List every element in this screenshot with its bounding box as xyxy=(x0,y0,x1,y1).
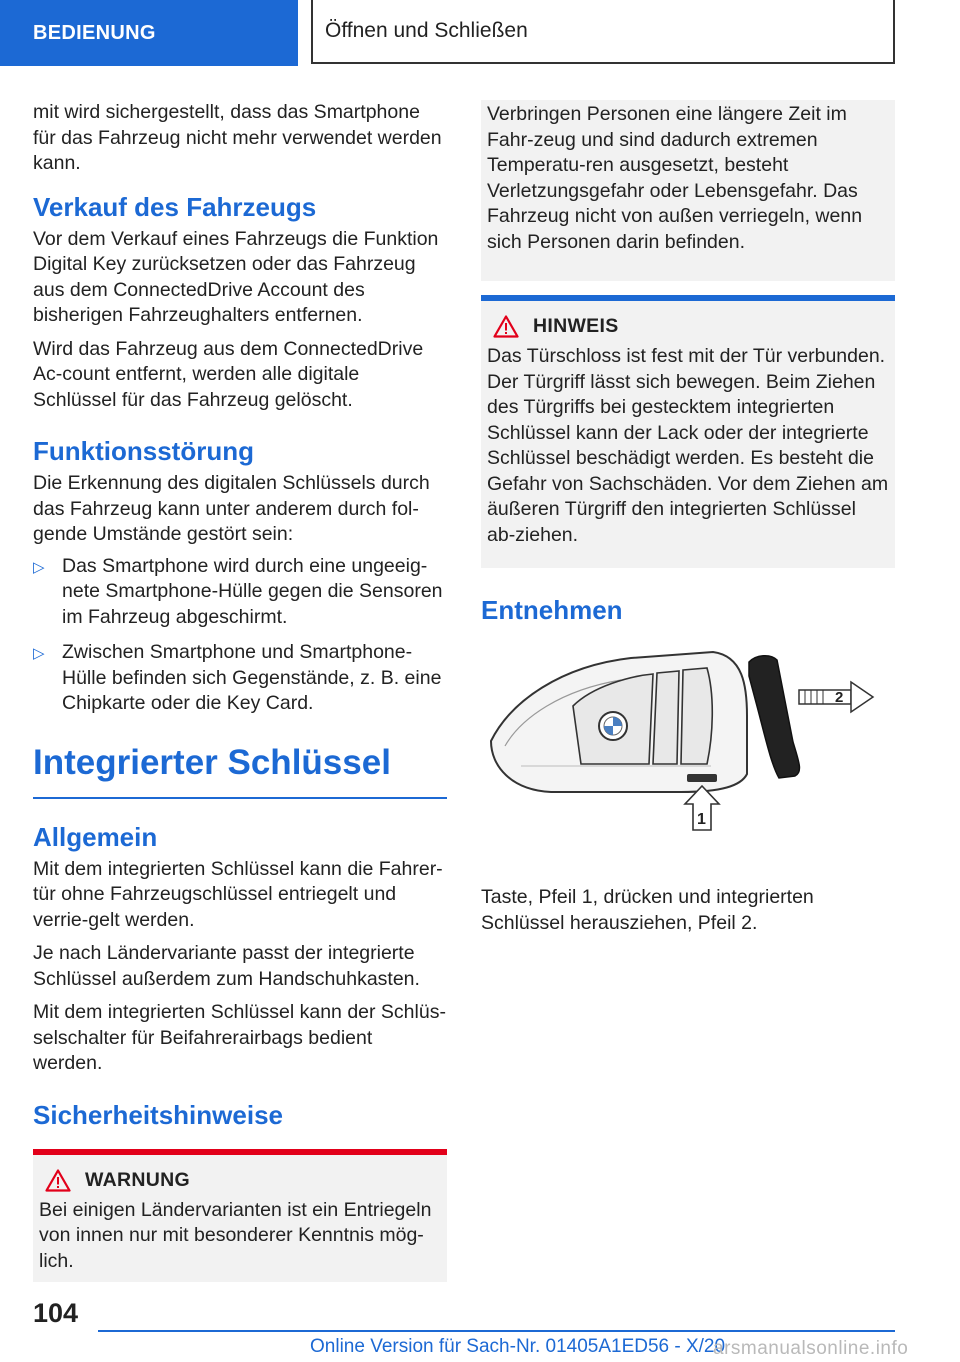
hint-box xyxy=(481,295,895,568)
key-removal-figure xyxy=(481,646,895,834)
general-paragraph-2: Je nach Ländervariante passt der integrierte Schlüssel außerdem zum Handschuhkasten. xyxy=(33,942,420,990)
intro-paragraph: mit wird sichergestellt, dass das Smartphone für das Fahrzeug nicht mehr verwendet werden kann. xyxy=(33,101,442,174)
watermark: arsmanualsonline.info xyxy=(713,1338,909,1359)
section-tab xyxy=(0,0,298,66)
warning-header xyxy=(39,1169,441,1192)
arrow-2-label: 2 xyxy=(835,689,844,706)
integrated-key-heading: Integrierter Schlüssel xyxy=(33,741,447,799)
figure-caption: Taste, Pfeil 1, drücken und integrierten Schlüssel herausziehen, Pfeil 2. xyxy=(481,886,814,934)
chapter-title xyxy=(311,0,895,64)
footer-online-version: Online Version für Sach-Nr. 01405A1ED56 - X/20 xyxy=(310,1336,726,1357)
warning-box xyxy=(33,1149,447,1283)
warning-continuation-box xyxy=(481,100,895,281)
chapter-label: Öffnen und Schließen xyxy=(325,19,528,42)
sale-paragraph-1: Vor dem Verkauf eines Fahrzeugs die Funktion Digital Key zurücksetzen oder das Fahrzeug aus dem ConnectedDrive Account des bisherigen Fahrzeughalters entfernen. xyxy=(33,227,439,326)
footer-divider xyxy=(98,1330,895,1332)
list-item-text: Das Smartphone wird durch eine ungeeig-nete Smartphone-Hülle gegen die Sensoren im Fahrzeug abgeschirmt. xyxy=(62,554,443,628)
triangle-bullet-icon: ▷ xyxy=(33,558,45,576)
section-label: BEDIENUNG xyxy=(33,21,156,44)
list-item-text: Zwischen Smartphone und Smartphone-Hülle befinden sich Gegenstände, z. B. eine Chipkarte oder die Key Card. xyxy=(62,641,442,714)
hint-header xyxy=(487,315,889,338)
arrow-1-label: 1 xyxy=(697,811,706,828)
safety-heading: Sicherheitshinweise xyxy=(33,1099,283,1130)
sale-paragraph-2: Wird das Fahrzeug aus dem ConnectedDrive Ac-count entfernt, werden alle digitale Schlüssel für das Fahrzeug gelöscht. xyxy=(33,337,424,411)
warning-continuation-text: Verbringen Personen eine längere Zeit im Fahr-zeug und sind dadurch extremen Temperatu-ren ausgesetzt, besteht Verletzungsgefahr oder Lebensgefahr. Das Fahrzeug nicht von außen verriegeln, wenn sich Personen darin befinden. xyxy=(487,103,863,253)
general-paragraph-3: Mit dem integrierten Schlüssel kann der Schlüs-selschalter für Beifahrerairbags bedient werden. xyxy=(33,1001,446,1074)
caution-triangle-icon xyxy=(493,315,519,338)
list-item xyxy=(33,640,447,717)
left-column xyxy=(33,100,447,1282)
list-item xyxy=(33,554,447,631)
general-paragraph-1: Mit dem integrierten Schlüssel kann die Fahrer-tür ohne Fahrzeugschlüssel entriegelt und verrie-gelt werden. xyxy=(33,857,443,931)
hint-text: Das Türschloss ist fest mit der Tür verbunden. Der Türgriff lässt sich bewegen. Beim Ziehen des Türgriffs bei gestecktem integrierten Schlüssel kann der Lack oder der integrierte Schlüssel beschädigt werden. Es besteht die Gefahr von Sachschäden. Vor dem Ziehen am äußeren Türgriff den integrierten Schlüssel ab-ziehen. xyxy=(487,345,889,546)
fault-paragraph: Die Erkennung des digitalen Schlüssels durch das Fahrzeug kann unter anderem durch fol-gende Umstände gestört sein: xyxy=(33,472,430,545)
fault-list xyxy=(33,554,447,717)
triangle-bullet-icon: ▷ xyxy=(33,645,45,662)
remove-heading: Entnehmen xyxy=(481,595,623,625)
warning-label: WARNUNG xyxy=(85,1168,191,1191)
right-column xyxy=(481,100,895,944)
fault-heading: Funktionsstörung xyxy=(33,436,254,466)
sale-heading: Verkauf des Fahrzeugs xyxy=(33,191,317,222)
hint-label: HINWEIS xyxy=(533,315,619,337)
general-heading: Allgemein xyxy=(33,821,158,852)
page-number: 104 xyxy=(33,1298,79,1328)
warning-text: Bei einigen Ländervarianten ist ein Entriegeln von innen nur mit besonderer Kenntnis mög-lich. xyxy=(39,1198,432,1272)
warning-triangle-icon xyxy=(45,1169,71,1192)
